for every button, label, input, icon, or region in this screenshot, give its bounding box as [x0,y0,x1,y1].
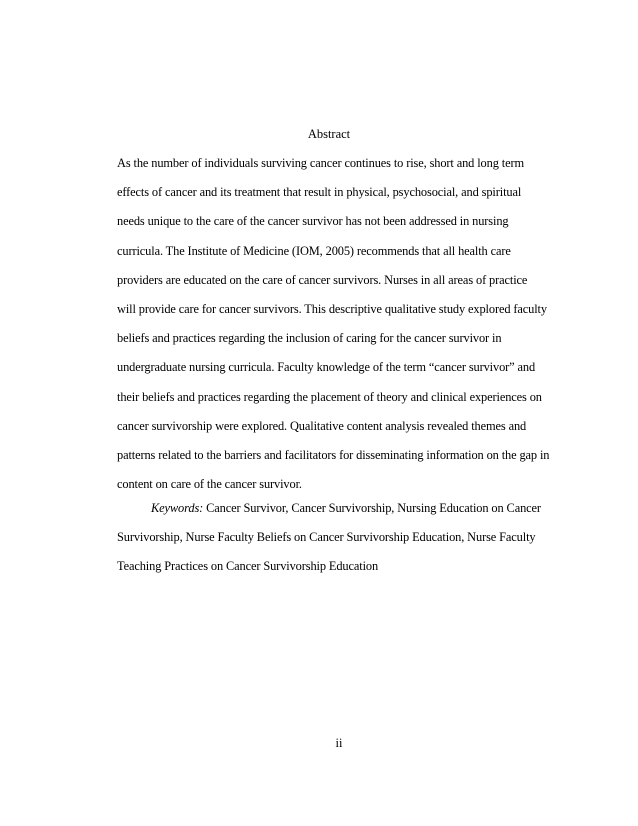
abstract-line: effects of cancer and its treatment that result in physical, psychosocial, and spiritual [117,185,522,200]
abstract-line: providers are educated on the care of cancer survivors. Nurses in all areas of practice [117,272,528,287]
abstract-body [117,149,557,499]
abstract-heading: Abstract [307,127,351,141]
keywords-line: Survivorship, Nurse Faculty Beliefs on Cancer Survivorship Education, Nurse Faculty [117,530,536,545]
keywords-line [117,494,557,523]
keywords-line: Teaching Practices on Cancer Survivorship Education [117,559,379,574]
abstract-line: beliefs and practices regarding the inclusion of caring for the cancer survivor in [117,331,502,346]
abstract-line: will provide care for cancer survivors. This descriptive qualitative study explored faculty [117,302,547,317]
keywords-text: Cancer Survivor, Cancer Survivorship, Nursing Education on Cancer [203,501,541,515]
abstract-line: As the number of individuals surviving cancer continues to rise, short and long term [117,156,524,170]
abstract-line: cancer survivorship were explored. Qualitative content analysis revealed themes and [117,418,527,433]
keywords-label: Keywords: [151,501,204,515]
abstract-line: content on care of the cancer survivor. [117,477,302,492]
abstract-line: their beliefs and practices regarding the placement of theory and clinical experiences on [117,389,542,404]
abstract-line: undergraduate nursing curricula. Faculty knowledge of the term “cancer survivor” and [117,360,536,375]
keywords-paragraph [117,494,557,582]
page-number: ii [335,736,343,750]
abstract-line: curricula. The Institute of Medicine (IOM, 2005) recommends that all health care [117,243,511,258]
abstract-line: needs unique to the care of the cancer survivor has not been addressed in nursing [117,214,509,229]
abstract-line: patterns related to the barriers and facilitators for disseminating information on the gap in [117,448,550,463]
